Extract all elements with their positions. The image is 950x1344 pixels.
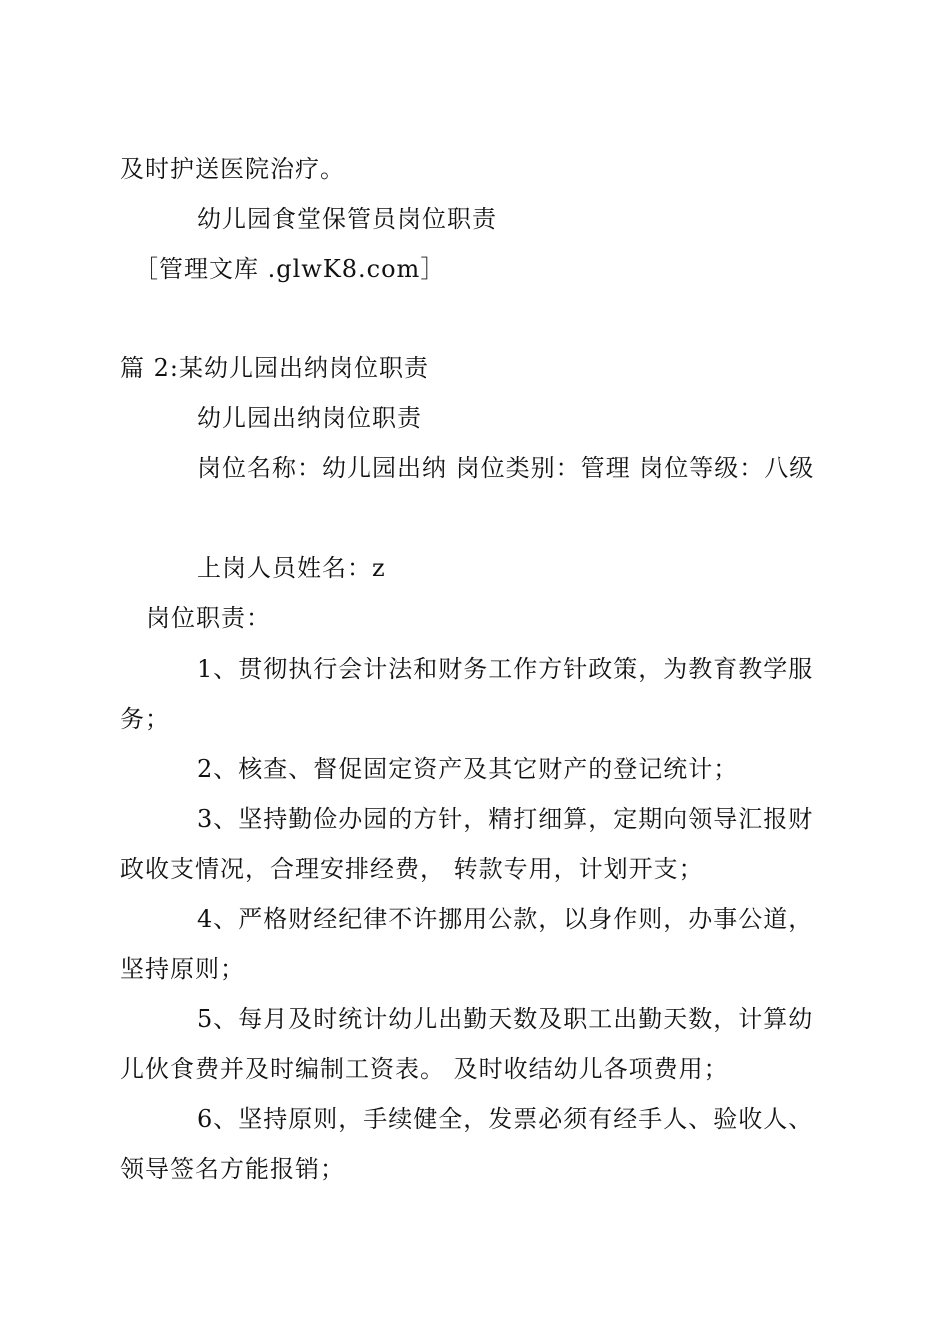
duty-item-6-continued: 领导签名方能报销；: [120, 1155, 345, 1183]
duty-item-1-continued: 务；: [120, 705, 170, 733]
section-heading-canteen-keeper: 幼儿园食堂保管员岗位职责: [197, 205, 497, 233]
duty-item-3-continued: 政收支情况，合理安排经费， 转款专用，计划开支；: [120, 855, 704, 883]
text-line-continuation: 及时护送医院治疗。: [120, 155, 345, 183]
article-title: 篇 2:某幼儿园出纳岗位职责: [120, 354, 429, 382]
duty-item-3: 3、坚持勤俭办园的方针，精打细算，定期向领导汇报财: [197, 805, 814, 833]
duty-item-5: 5、每月及时统计幼儿出勤天数及职工出勤天数，计算幼: [197, 1005, 814, 1033]
article-subtitle: 幼儿园出纳岗位职责: [197, 404, 422, 432]
duty-item-1: 1、贯彻执行会计法和财务工作方针政策，为教育教学服: [197, 655, 814, 683]
employee-name-line: 上岗人员姓名：z: [197, 554, 386, 582]
duty-item-4: 4、严格财经纪律不许挪用公款，以身作则，办事公道，: [197, 905, 814, 933]
duty-item-4-continued: 坚持原则；: [120, 955, 245, 983]
duty-item-6: 6、坚持原则，手续健全，发票必须有经手人、验收人、: [197, 1105, 814, 1133]
duties-heading: 岗位职责：: [146, 604, 271, 632]
duty-item-5-continued: 儿伙食费并及时编制工资表。 及时收结幼儿各项费用；: [120, 1055, 729, 1083]
source-note: ［管理文库 .glwK8.com］: [134, 255, 446, 283]
job-info-line: 岗位名称：幼儿园出纳 岗位类别：管理 岗位等级：八级: [197, 454, 815, 482]
duty-item-2: 2、核查、督促固定资产及其它财产的登记统计；: [197, 755, 739, 783]
